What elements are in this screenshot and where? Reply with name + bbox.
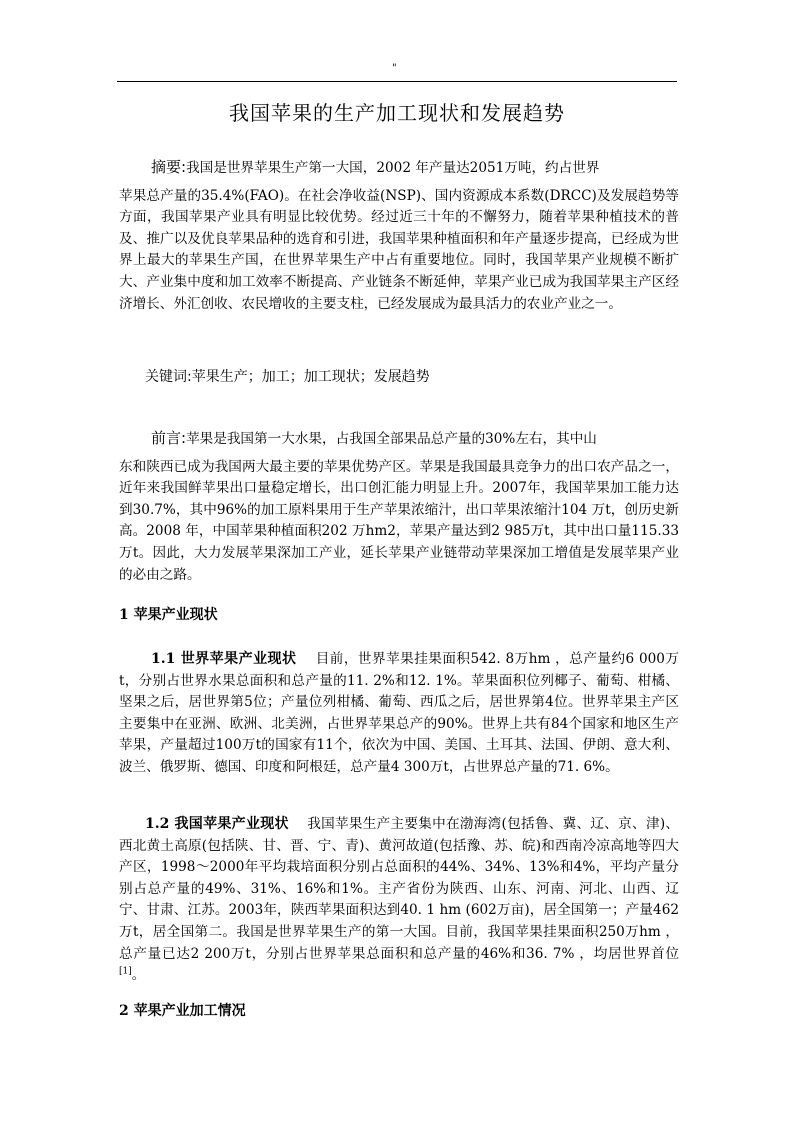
subsection-1-1-label: 1.1 世界苹果产业现状 [151, 651, 297, 667]
header-mark: " [392, 63, 397, 74]
preface-section [119, 428, 679, 586]
keywords-section [145, 367, 705, 389]
abstract-section [119, 157, 679, 315]
header-rule [117, 81, 677, 82]
subsection-1-2 [119, 814, 679, 987]
preface-first-line [119, 428, 679, 451]
subsection-1-1-text: 目前，世界苹果挂果面积542. 8万hm ，总产量约6 000万t，分别占世界水果总面积和总产量的11. 2%和12. 1%。苹果面积位列椰子、葡萄、柑橘、坚果之后，居世界第5位；产量位列柑橘、葡萄、西瓜之后，居世界第4位。世界苹果主产区主要集中在亚洲、欧洲、北美洲，占世界苹果总产的90%。世界上共有84个国家和地区生产苹果，产量超过100万t的国家有11个，依次为中国、美国、土耳其、法国、伊朗、意大利、波兰、俄罗斯、德国、印度和阿根廷，总产量4 300万t，占世界总产量的71. 6%。 [119, 651, 679, 775]
abstract-first-text: 我国是世界苹果生产第一大国，2002 年产量达2051万吨，约占世界 [186, 160, 600, 176]
preface-label: 前言: [151, 429, 187, 447]
abstract-first-line [119, 157, 679, 180]
keywords-text: 苹果生产；加工；加工现状；发展趋势 [191, 369, 430, 385]
citation-marker: [1] [119, 966, 132, 977]
preface-first-text: 苹果是我国第一大水果，占我国全部果品总产量的30%左右，其中山 [186, 431, 597, 447]
subsection-1-1 [119, 649, 679, 779]
preface-body: 东和陕西已成为我国两大最主要的苹果优势产区。苹果是我国最具竞争力的出口农产品之一，近年来我国鲜苹果出口量稳定增长，出口创汇能力明显上升。2007年，我国苹果加工能力达到30.7%，其中96%的加工原料果用于生产苹果浓缩汁，出口苹果浓缩汁104 万t，创历史新高。2008 年，中国苹果种植面积202 万hm2，苹果产量达到2 985万t，其中出口量115.33万t。因此，大力发展苹果深加工产业，延长苹果产业链带动苹果深加工增值是发展苹果产业的必由之路。 [119, 458, 679, 583]
subsection-1-2-text: 我国苹果生产主要集中在渤海湾(包括鲁、冀、辽、京、津)、西北黄土高原(包括陕、甘、晋、宁、青)、黄河故道(包括豫、苏、皖)和西南冷凉高地等四大产区，1998～2000年平均栽培面积分别占总面积的44%、34%、13%和4%，平均产量分别占总产量的49%、31%、16%和1%。主产省份为陕西、山东、河南、河北、山西、辽宁、甘肃、江苏。2003年，陕西苹果面积达到40. 1 hm (602万亩)，居全国第一；产量462万t，居全国第二。我国是世界苹果生产的第一大国。目前，我国苹果挂果面积250万hm ，总产量已达2 200万t，分别占世界苹果总面积和总产量的46%和36. 7% ，均居世界首位 [119, 816, 680, 962]
abstract-body: 苹果总产量的35.4%(FAO)。在社会净收益(NSP)、国内资源成本系数(DRCC)及发展趋势等方面，我国苹果产业具有明显比较优势。经过近三十年的不懈努力，随着苹果种植技术的普及、推广以及优良苹果品种的选育和引进，我国苹果种植面积和年产量逐步提高，已经成为世界上最大的苹果生产国，在世界苹果生产中占有重要地位。同时，我国苹果产业规模不断扩大、产业集中度和加工效率不断提高、产业链条不断延伸，苹果产业已成为我国苹果主产区经济增长、外汇创收、农民增收的主要支柱，已经发展成为最具活力的农业产业之一。 [119, 187, 679, 312]
section-2-heading: 2 苹果产业加工情况 [119, 1003, 246, 1019]
section-1-heading: 1 苹果产业现状 [119, 607, 218, 623]
subsection-1-2-label: 1.2 我国苹果产业现状 [145, 816, 289, 832]
abstract-label: 摘要: [151, 158, 187, 176]
subsection-1-2-end: 。 [131, 967, 146, 984]
keywords-label: 关键词: [145, 369, 192, 385]
page-title: 我国苹果的生产加工现状和发展趋势 [229, 101, 565, 125]
